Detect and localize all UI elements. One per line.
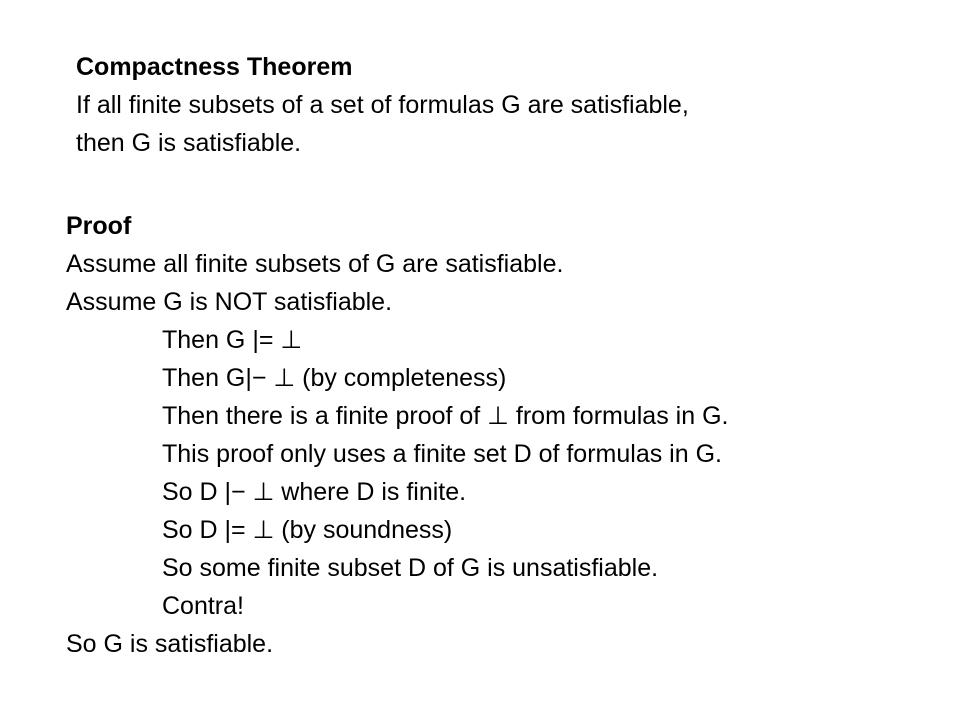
proof-step: Then there is a finite proof of ⊥ from formulas in G. — [162, 402, 729, 430]
proof-step: So D |= ⊥ (by soundness) — [162, 516, 453, 544]
theorem-block — [76, 48, 689, 162]
proof-step: Then G |= ⊥ — [162, 326, 303, 354]
proof-step: Then G|− ⊥ (by completeness) — [162, 364, 507, 392]
proof-line: Assume G is NOT satisfiable. — [66, 288, 393, 316]
theorem-line: If all finite subsets of a set of formulas G are satisfiable, — [76, 91, 689, 119]
proof-line: Assume all finite subsets of G are satisfiable. — [66, 250, 564, 278]
theorem-title: Compactness Theorem — [76, 53, 353, 81]
proof-block — [66, 207, 728, 663]
theorem-line: then G is satisfiable. — [76, 129, 302, 157]
proof-step: So D |− ⊥ where D is finite. — [162, 478, 467, 506]
proof-conclusion: So G is satisfiable. — [66, 630, 274, 658]
proof-step: Contra! — [162, 592, 244, 620]
proof-step: So some finite subset D of G is unsatisfiable. — [162, 554, 659, 582]
proof-title: Proof — [66, 212, 132, 240]
proof-step: This proof only uses a finite set D of formulas in G. — [162, 440, 722, 468]
